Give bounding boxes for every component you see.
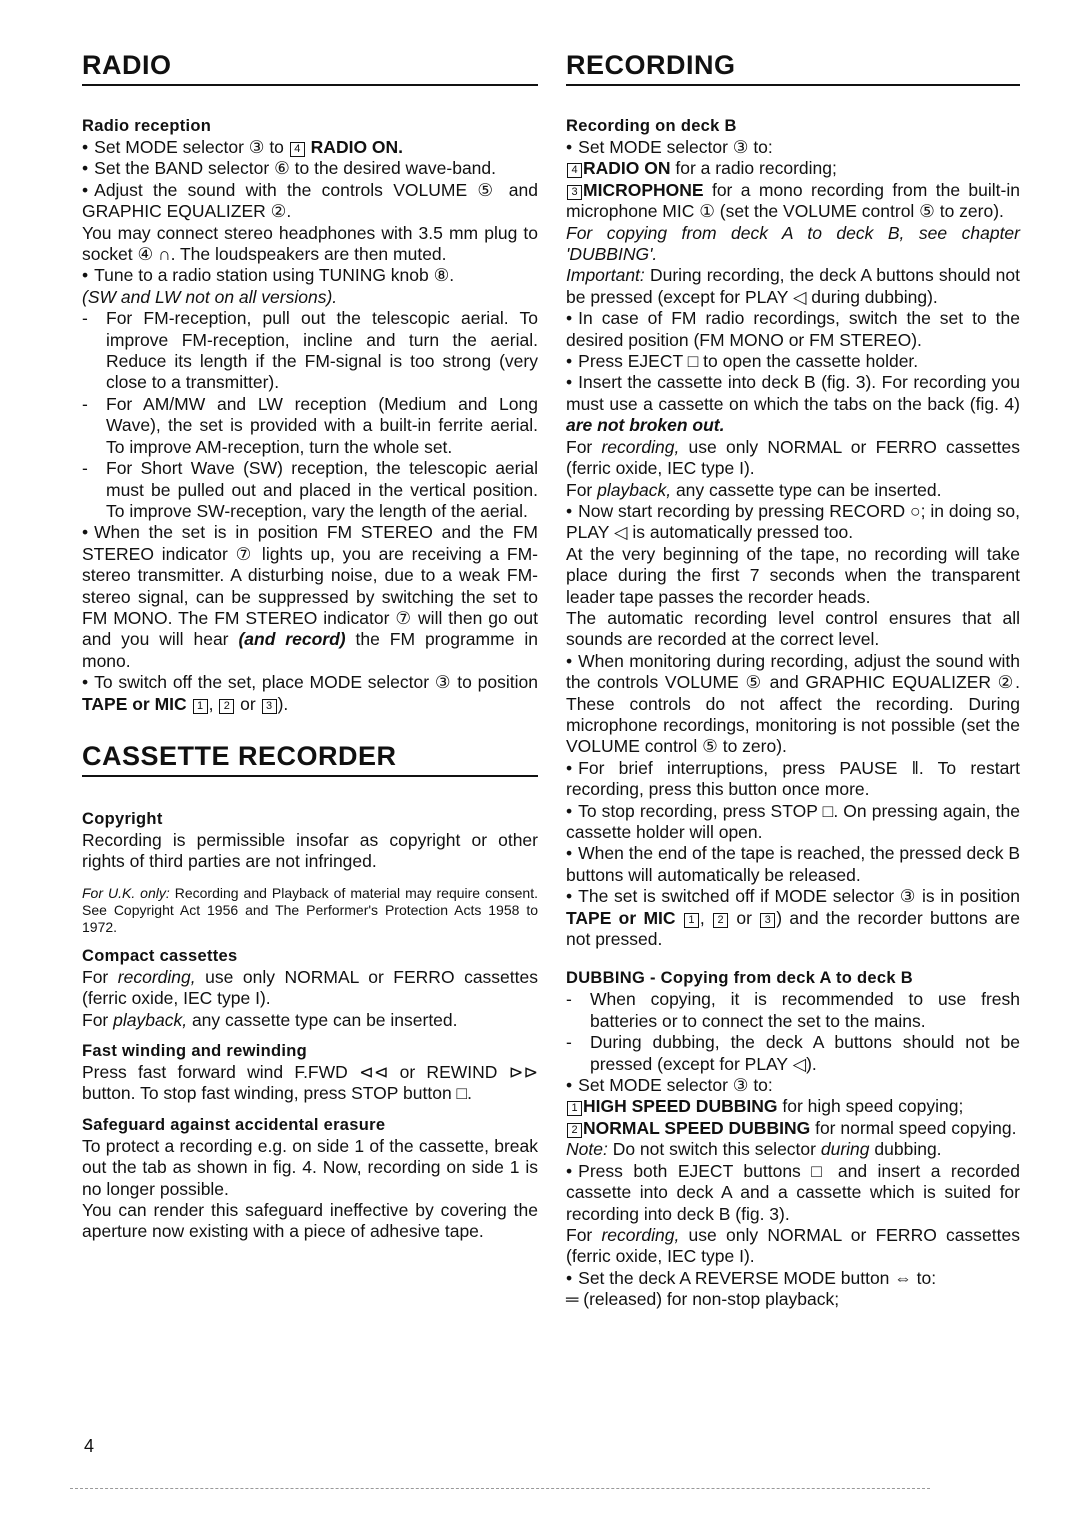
- recording-playback-text: For playback, any cassette type can be inserted.: [566, 479, 942, 500]
- cassette-recorder-heading: CASSETTE RECORDER: [82, 739, 538, 777]
- recording-eject-text: • Press EJECT □ to open the cassette holder.: [566, 351, 1020, 372]
- radio-sw-text: - For Short Wave (SW) reception, the telescopic aerial must be pulled out and placed in the vertical position. To improve SW-reception, vary the length of the aerial.: [82, 458, 538, 522]
- copyright-heading: Copyright: [82, 809, 163, 828]
- radio-stereo-text: • When the set is in position FM STEREO and the FM STEREO indicator ⑦ lights up, you are receiving a FM-stereo transmitter. A disturbing noise, due to a weak FM-stereo signal, can be suppressed by switching the set to FM MONO. The FM STEREO indicator ⑦ will then go out and you will hear (and record) the FM programme in mono.: [82, 522, 538, 672]
- recording-heading: RECORDING: [566, 48, 1020, 86]
- recording-stop-text: • To stop recording, press STOP □. On pressing again, the cassette holder will open.: [566, 801, 1020, 844]
- compact-recording-text: For recording, use only NORMAL or FERRO cassettes (ferric oxide, IEC type I).: [82, 966, 538, 1009]
- recording-insert-text: • Insert the cassette into deck B (fig. 3). For recording you must use a cassette on which the tabs on the back (fig. 4) are not broken out.: [566, 372, 1020, 436]
- radio-sound-instruction: • Adjust the sound with the controls VOLUME ⑤ and GRAPHIC EQUALIZER ②.: [82, 180, 538, 223]
- uk-note: For U.K. only: Recording and Playback of material may require consent. See Copyright Act 1956 and The Performer's Protection Acts 1958 to 1972.: [82, 884, 538, 935]
- dubbing-note: Note: Do not switch this selector during dubbing.: [566, 1139, 942, 1160]
- recording-level-text: The automatic recording level control ensures that all sounds are recorded at the correct level.: [566, 607, 1020, 650]
- recording-start-text: • Now start recording by pressing RECORD ○; in doing so, PLAY ◁ is automatically pressed too.: [566, 501, 1020, 544]
- fast-winding-text: Press fast forward wind F.FWD ⊲⊲ or REWIND ⊳⊳ button. To stop fast winding, press STOP button □.: [82, 1062, 538, 1104]
- radio-heading: RADIO: [82, 48, 538, 86]
- recording-deck-b-heading: Recording on deck B: [566, 117, 737, 135]
- recording-end-tape-text: • When the end of the tape is reached, the pressed deck B buttons will automatically be released.: [566, 843, 1020, 886]
- recording-monitoring-text: • When monitoring during recording, adjust the sound with the controls VOLUME ⑤ and GRAPHIC EQUALIZER ②. These controls do not affect the recording. During microphone recordings, monitoring is not possible (set the VOLUME control ⑤ to zero).: [566, 651, 1020, 758]
- radio-versions-note: (SW and LW not on all versions).: [82, 286, 338, 307]
- dubbing-mode-instruction: • Set MODE selector ③ to:: [566, 1075, 1020, 1096]
- dubbing-deck-a-text: - During dubbing, the deck A buttons should not be pressed (except for PLAY ◁).: [566, 1032, 1020, 1075]
- radio-fm-text: - For FM-reception, pull out the telescopic aerial. To improve FM-reception, incline and turn the aerial. Reduce its length if the FM-signal is too strong (very close to a transmitter).: [82, 308, 538, 394]
- radio-reception-heading: Radio reception: [82, 117, 212, 135]
- radio-mode-instruction: • Set MODE selector ③ to 4 RADIO ON.: [82, 137, 538, 158]
- dubbing-eject-text: • Press both EJECT buttons □ and insert a recorded cassette into deck A and a cassette which is suited for recording into deck B (fig. 3).: [566, 1161, 1020, 1225]
- recording-pause-text: • For brief interruptions, press PAUSE ‖. To restart recording, press this button once more.: [566, 758, 1020, 801]
- recording-leader-text: At the very beginning of the tape, no recording will take place during the first 7 seconds when the transparent leader tape passes the recorder heads.: [566, 543, 1020, 607]
- radio-am-text: - For AM/MW and LW reception (Medium and Long Wave), the set is provided with a built-in ferrite aerial. To improve AM-reception, turn the whole set.: [82, 394, 538, 458]
- recording-cassette-type-text: For recording, use only NORMAL or FERRO cassettes (ferric oxide, IEC type I).: [566, 436, 1020, 479]
- radio-band-instruction: • Set the BAND selector ⑥ to the desired wave-band.: [82, 158, 538, 179]
- dubbing-heading: DUBBING - Copying from deck A to deck B: [566, 969, 913, 988]
- dubbing-cassette-type-text: For recording, use only NORMAL or FERRO cassettes (ferric oxide, IEC type I).: [566, 1224, 1020, 1267]
- recording-radio-option: 4 RADIO ON for a radio recording;: [566, 158, 1020, 179]
- recording-fm-text: • In case of FM radio recordings, switch the set to the desired position (FM MONO or FM STEREO).: [566, 308, 1020, 351]
- compact-playback-text: For playback, any cassette type can be inserted.: [82, 1009, 458, 1030]
- safeguard-heading: Safeguard against accidental erasure: [82, 1115, 386, 1134]
- recording-mode-instruction: • Set MODE selector ③ to:: [566, 137, 1020, 158]
- compact-cassettes-heading: Compact cassettes: [82, 946, 238, 965]
- left-column: [82, 48, 538, 1243]
- scan-noise-divider: [70, 1488, 930, 1491]
- radio-tuning-instruction: • Tune to a radio station using TUNING knob ⑧.: [82, 265, 538, 286]
- dubbing-high-speed-option: 1 HIGH SPEED DUBBING for high speed copying;: [566, 1096, 1020, 1117]
- dubbing-normal-speed-option: 2 NORMAL SPEED DUBBING for normal speed copying.: [566, 1118, 1020, 1139]
- page-number: 4: [84, 1436, 95, 1456]
- safeguard-text: To protect a recording e.g. on side 1 of the cassette, break out the tab as shown in fig. 4. Now, recording on side 1 is no longer possible.: [82, 1135, 538, 1199]
- copyright-text: Recording is permissible insofar as copyright or other rights of third parties are not infringed.: [82, 829, 538, 872]
- dubbing-batteries-text: - When copying, it is recommended to use fresh batteries or to connect the set to the mains.: [566, 989, 1020, 1032]
- dubbing-released-text: ═ (released) for non-stop playback;: [566, 1289, 840, 1310]
- recording-important-text: Important: During recording, the deck A buttons should not be pressed (except for PLAY ◁ during dubbing).: [566, 265, 1020, 307]
- dubbing-reverse-mode-text: • Set the deck A REVERSE MODE button ⇔ to:: [566, 1268, 1020, 1289]
- safeguard-tape-text: You can render this safeguard ineffective by covering the aperture now existing with a piece of adhesive tape.: [82, 1200, 538, 1242]
- fast-winding-heading: Fast winding and rewinding: [82, 1042, 308, 1060]
- recording-mic-option: 3 MICROPHONE for a mono recording from the built-in microphone MIC ① (set the VOLUME control ⑤ to zero).: [566, 179, 1020, 222]
- recording-switch-off-text: • The set is switched off if MODE selector ③ is in position TAPE or MIC 1 , 2 or 3 ) and the recorder buttons are not pressed.: [566, 886, 1020, 950]
- radio-switch-off-text: • To switch off the set, place MODE selector ③ to position TAPE or MIC 1 , 2 or 3 ).: [82, 672, 538, 715]
- recording-dubbing-ref: For copying from deck A to deck B, see chapter 'DUBBING'.: [566, 222, 1020, 265]
- radio-headphones-text: You may connect stereo headphones with 3.5 mm plug to socket ④ ∩. The loudspeakers are then muted.: [82, 222, 538, 265]
- right-column: [566, 48, 1020, 1311]
